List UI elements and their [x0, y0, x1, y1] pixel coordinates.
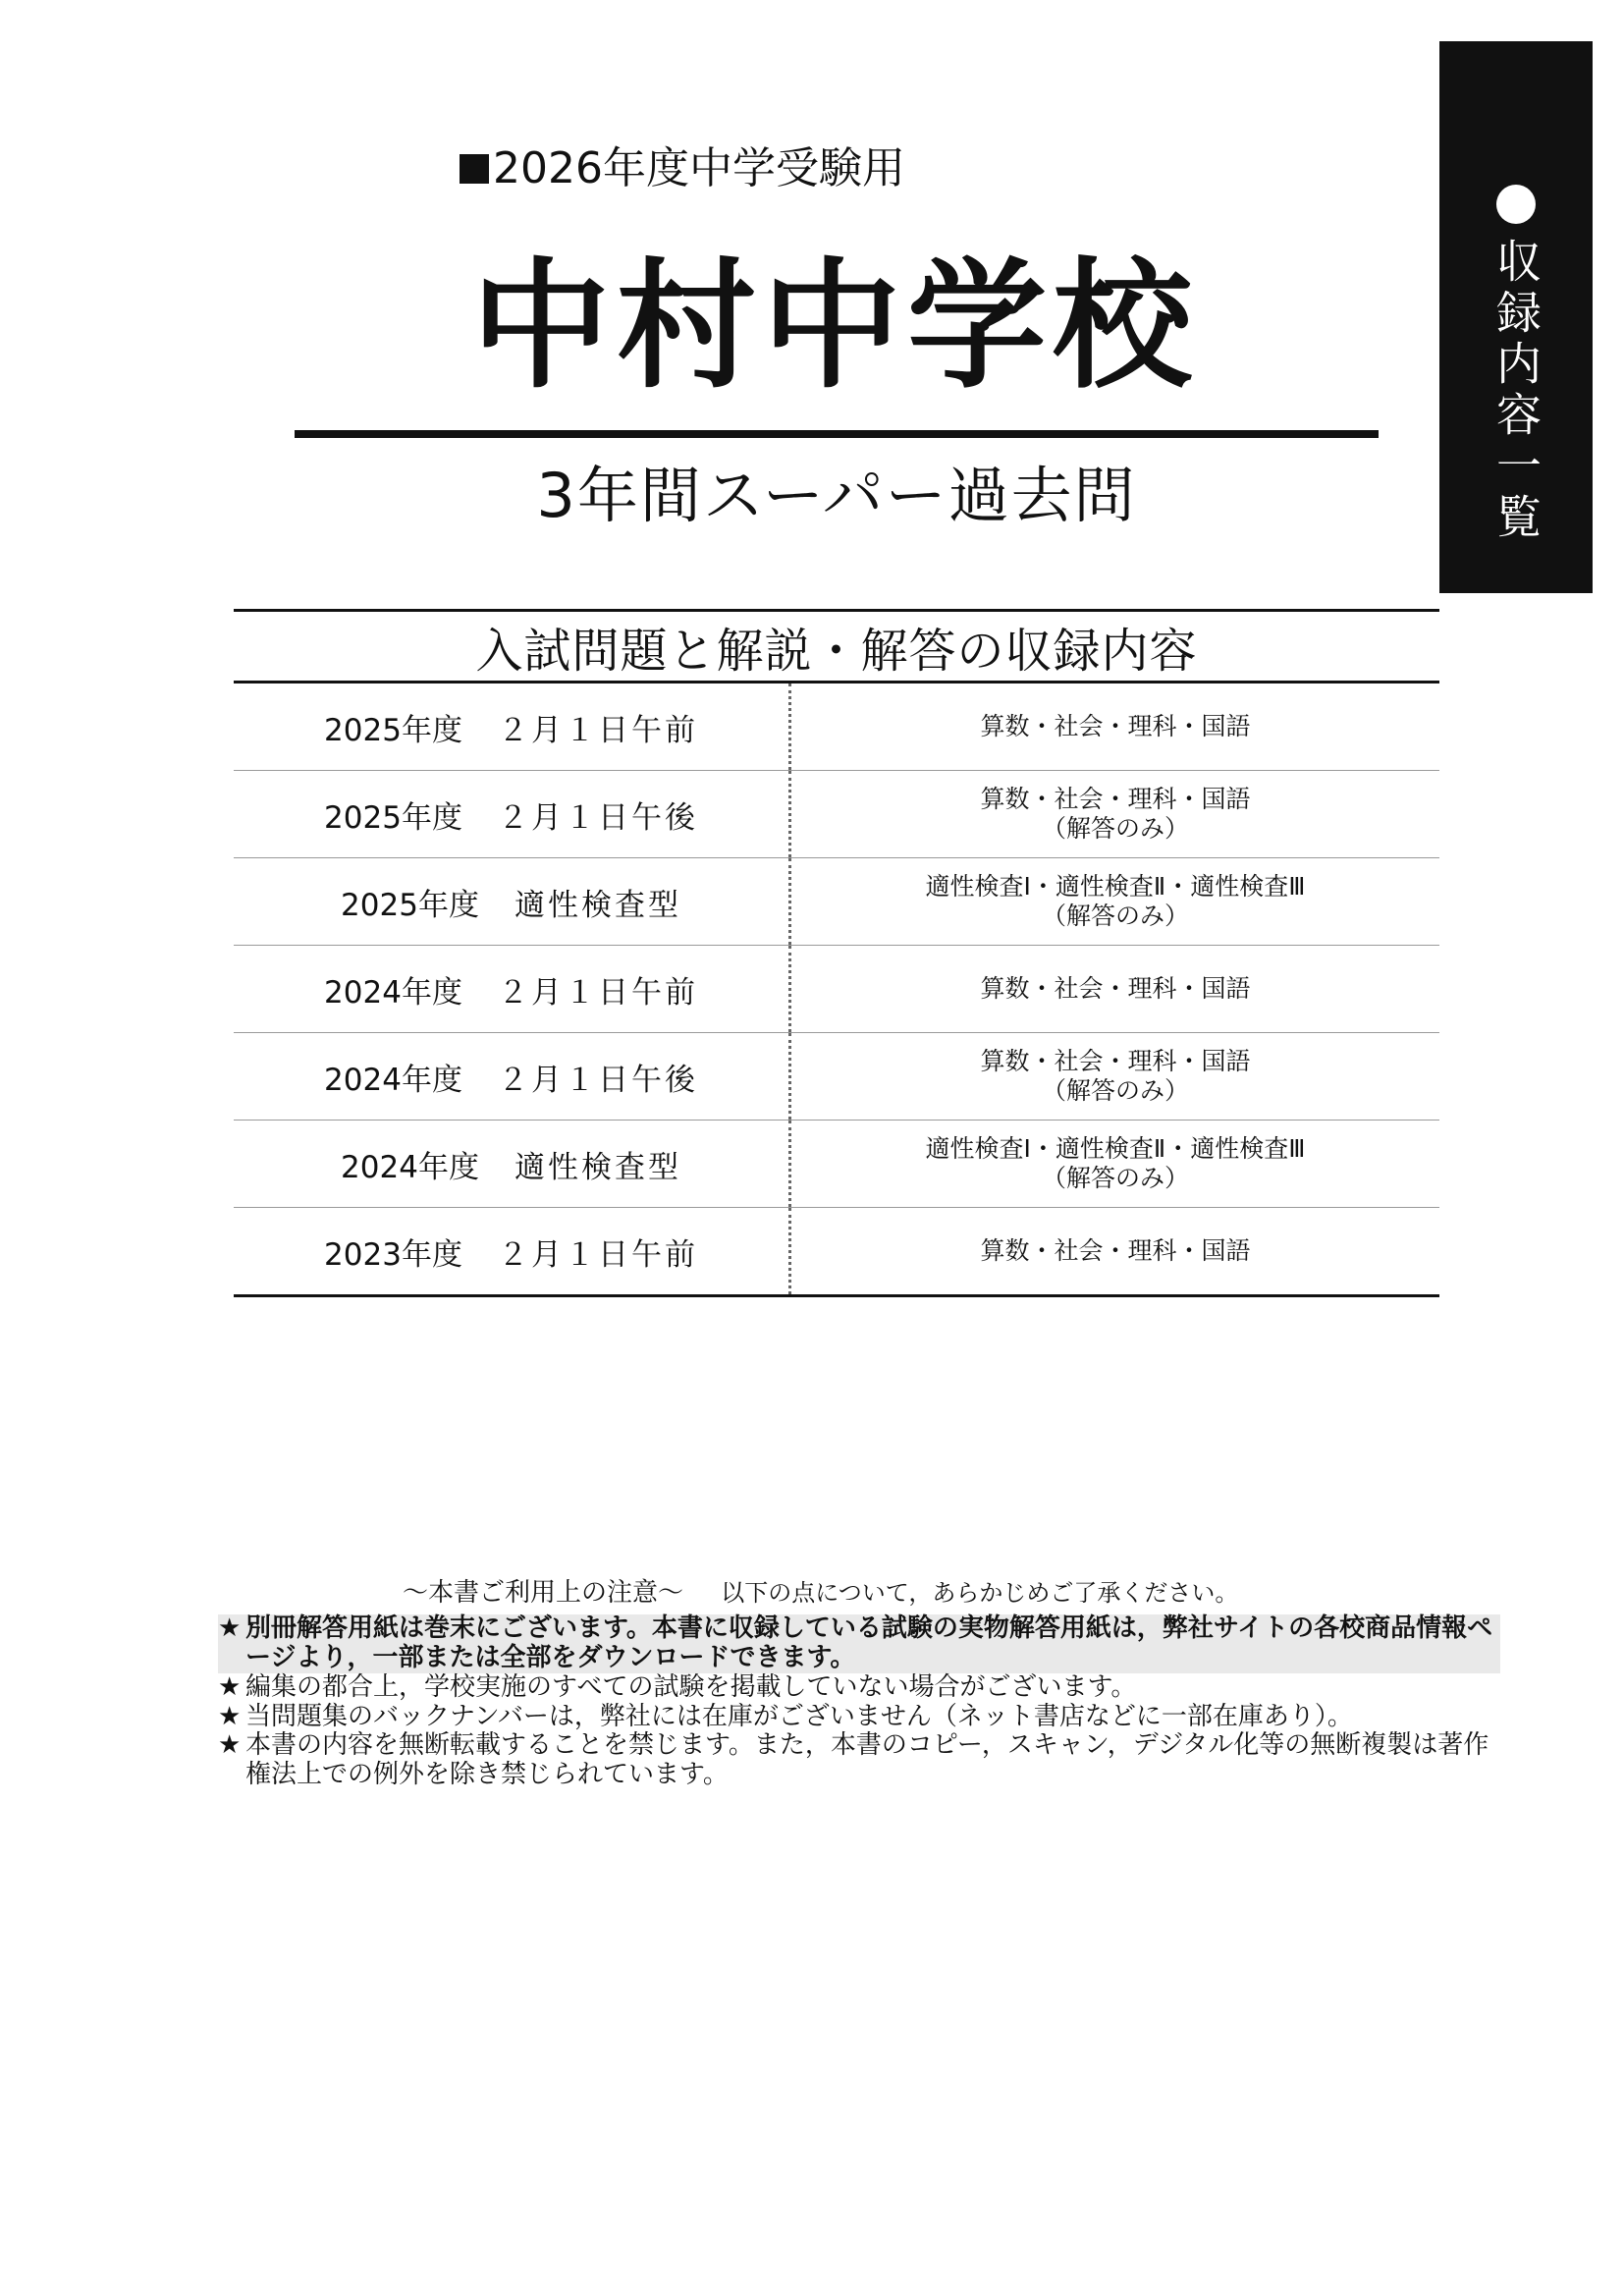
row-subjects: 算数・社会・理科・国語: [980, 785, 1251, 813]
contents-heading: 入試問題と解説・解答の収録内容: [234, 609, 1439, 683]
row-year: 2023年度: [324, 1236, 462, 1273]
row-label: [234, 1033, 791, 1120]
exam-year-label: 2026年度中学受験用: [493, 143, 905, 193]
series-title: 3年間スーパー過去問: [536, 460, 1137, 531]
note-text: 別冊解答用紙は巻末にございます。本書に収録している試験の実物解答用紙は，弊社サイトの各校商品情報ページより，一部または全部をダウンロードできます。: [245, 1613, 1493, 1672]
row-subjects: 算数・社会・理科・国語: [980, 1047, 1251, 1075]
contents-row: [234, 946, 1439, 1033]
row-year: 2024年度: [341, 1149, 479, 1185]
row-label: [234, 858, 791, 945]
row-subjects: 算数・社会・理科・国語: [980, 712, 1251, 740]
contents-table: [234, 609, 1439, 1297]
row-year: 2024年度: [324, 1062, 462, 1098]
row-contents: [791, 1033, 1439, 1120]
row-contents: [791, 1208, 1439, 1294]
row-contents: [791, 858, 1439, 945]
bullet-icon: [1496, 185, 1536, 224]
row-year: 2025年度: [324, 712, 462, 748]
side-tab-label: 収録内容一覧: [1489, 238, 1543, 544]
row-label: [234, 1208, 791, 1294]
side-tab: [1439, 41, 1593, 593]
row-session: ２月１日午前: [497, 1236, 698, 1273]
contents-row: [234, 1121, 1439, 1208]
note-item: [218, 1673, 1494, 1703]
row-session: ２月１日午前: [497, 712, 698, 748]
row-session: ２月１日午後: [497, 799, 698, 836]
row-contents: [791, 946, 1439, 1032]
usage-notes: [218, 1579, 1494, 1790]
row-contents: [791, 683, 1439, 770]
notes-title-line: [403, 1579, 1494, 1609]
square-bullet-icon: [460, 154, 489, 184]
star-icon: ★: [218, 1613, 242, 1643]
school-name: 中村中学校: [471, 246, 1198, 408]
contents-row: [234, 1208, 1439, 1297]
title-divider: [295, 430, 1379, 438]
row-label: [234, 683, 791, 770]
row-note: （解答のみ）: [1041, 1076, 1189, 1105]
row-contents: [791, 771, 1439, 857]
row-label: [234, 771, 791, 857]
row-subjects: 算数・社会・理科・国語: [980, 1236, 1251, 1265]
row-year: 2025年度: [324, 799, 462, 836]
row-session: 適性検査型: [514, 887, 681, 923]
row-session: ２月１日午後: [497, 1062, 698, 1098]
page-header: [295, 143, 1375, 193]
note-item: [218, 1703, 1494, 1732]
star-icon: ★: [218, 1730, 242, 1761]
row-contents: [791, 1121, 1439, 1207]
note-text: 編集の都合上，学校実施のすべての試験を掲載していない場合がございます。: [245, 1671, 1137, 1702]
notes-subtitle: 以下の点について，あらかじめご了承ください。: [721, 1579, 1239, 1607]
row-year: 2025年度: [341, 887, 479, 923]
contents-row: [234, 858, 1439, 946]
row-label: [234, 1121, 791, 1207]
note-item: [218, 1731, 1494, 1790]
row-note: （解答のみ）: [1041, 902, 1189, 930]
exam-year-line: [142, 143, 1222, 193]
row-label: [234, 946, 791, 1032]
row-year: 2024年度: [324, 974, 462, 1011]
note-item: [218, 1614, 1500, 1673]
row-subjects: 算数・社会・理科・国語: [980, 974, 1251, 1003]
notes-title: ～本書ご利用上の注意～: [403, 1578, 684, 1608]
row-subjects: 適性検査Ⅰ・適性検査Ⅱ・適性検査Ⅲ: [925, 1134, 1306, 1163]
contents-row: [234, 1033, 1439, 1121]
row-session: ２月１日午前: [497, 974, 698, 1011]
contents-row: [234, 771, 1439, 858]
contents-row: [234, 683, 1439, 771]
row-note: （解答のみ）: [1041, 1164, 1189, 1192]
note-text: 本書の内容を無断転載することを禁じます。また，本書のコピー，スキャン，デジタル化等の無断複製は著作権法上での例外を除き禁じられています。: [245, 1730, 1489, 1790]
star-icon: ★: [218, 1671, 242, 1702]
star-icon: ★: [218, 1701, 242, 1731]
row-subjects: 適性検査Ⅰ・適性検査Ⅱ・適性検査Ⅲ: [925, 872, 1306, 901]
note-text: 当問題集のバックナンバーは，弊社には在庫がございません（ネット書店などに一部在庫あり）。: [245, 1701, 1353, 1731]
row-note: （解答のみ）: [1041, 814, 1189, 843]
row-session: 適性検査型: [514, 1149, 681, 1185]
